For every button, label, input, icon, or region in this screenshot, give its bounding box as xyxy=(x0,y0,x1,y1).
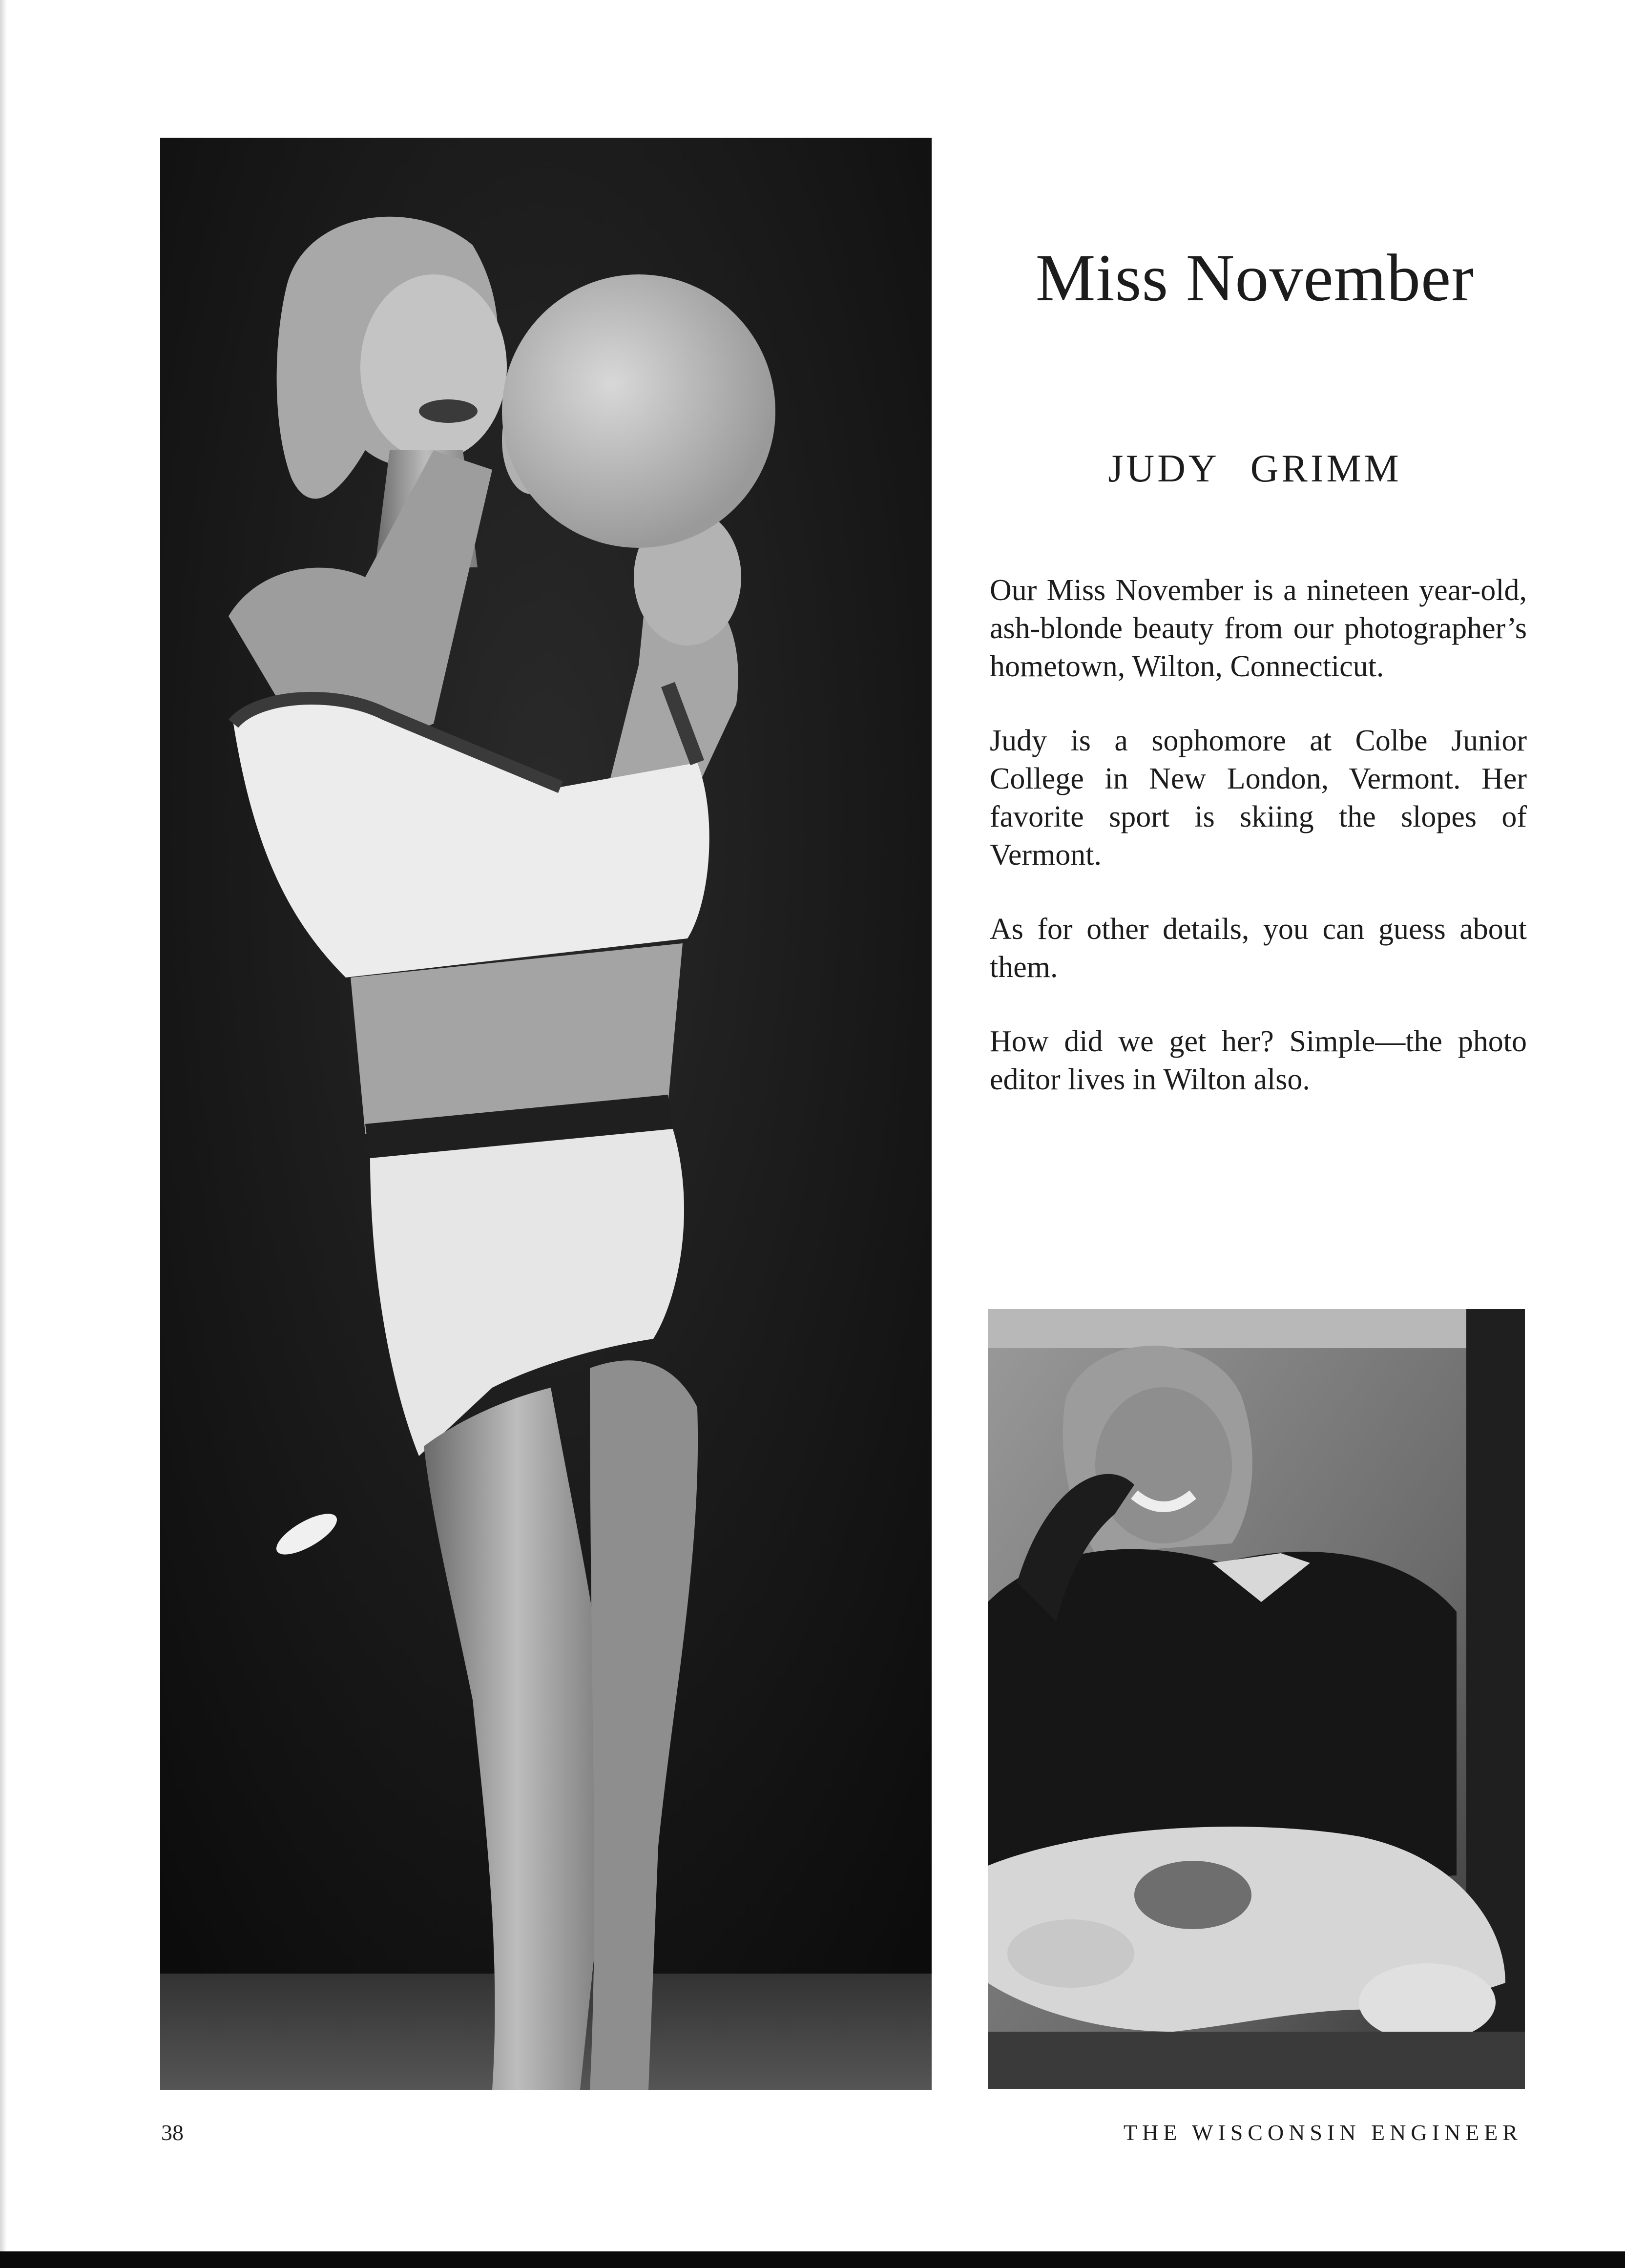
scan-edge-bottom xyxy=(0,2251,1625,2268)
article-body xyxy=(990,571,1527,1135)
article-paragraph: As for other details, you can guess about them. xyxy=(990,913,1527,984)
photo-woman-with-ball xyxy=(160,138,932,2090)
article-paragraph: Our Miss November is a nineteen year-old, ash-blonde beauty from our photographer’s hometown, Wilton, Connecticut. xyxy=(990,574,1527,683)
article-paragraph: How did we get her? Simple—the photo editor lives in Wilton also. xyxy=(990,1025,1527,1096)
article-title: Miss November xyxy=(1035,240,1475,315)
article-paragraph: Judy is a sophomore at Colbe Junior College in New London, Vermont. Her favorite sport is skiing the slopes of Vermont. xyxy=(990,724,1527,872)
publication-name: THE WISCONSIN ENGINEER xyxy=(1123,2120,1522,2145)
photo-seated-woman-image xyxy=(988,1309,1525,2089)
photo-seated-woman xyxy=(988,1309,1525,2089)
page-number: 38 xyxy=(161,2120,184,2145)
scan-edge xyxy=(0,0,7,2268)
photo-woman-with-ball-image xyxy=(160,138,932,2090)
article-subtitle: JUDY GRIMM xyxy=(1108,447,1402,490)
